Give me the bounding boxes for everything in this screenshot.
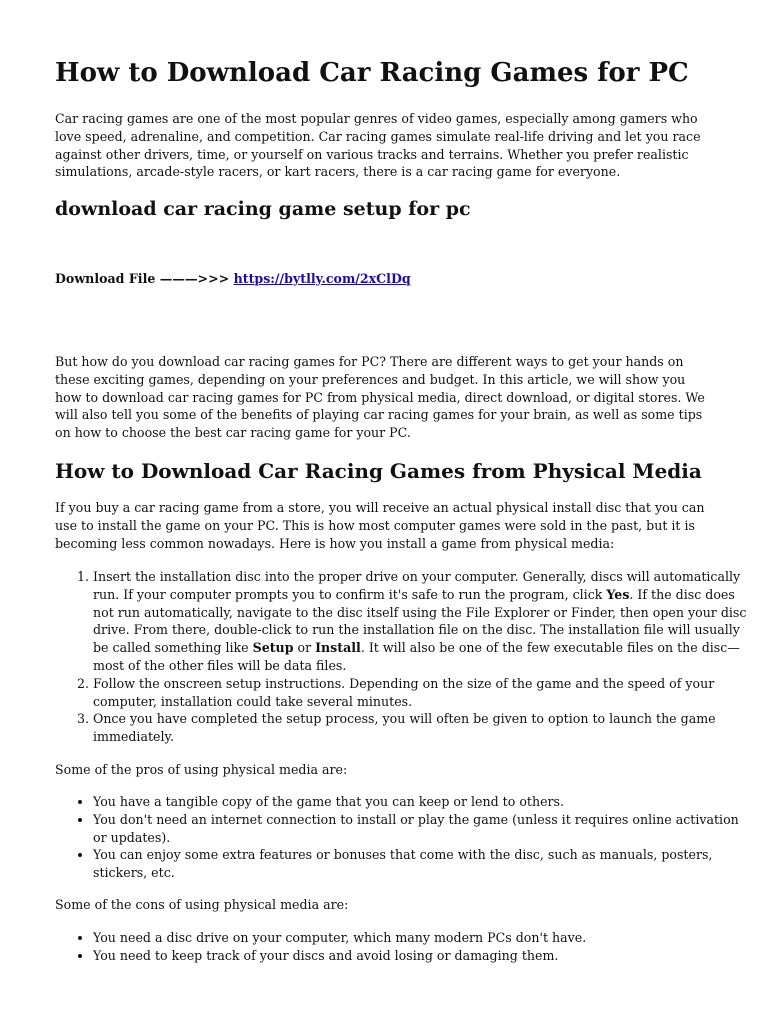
download-label: Download File ———>>> xyxy=(55,271,234,286)
overview-paragraph: But how do you download car racing games for PC? There are different ways to get your hands on these exciting games, depending on your preferences and budget. In this article, we will show you how to download car racing games for PC from physical media, direct download, or digital stores. We will also tell you some of the benefits of playing car racing games for your brain, as well as some tips on how to choose the best car racing game for your PC. xyxy=(55,354,705,441)
install-step-1 xyxy=(93,568,753,675)
step-1-install: Install xyxy=(315,640,361,656)
install-step-2: 2. Follow the onscreen setup instructions. Depending on the size of the game and the speed of your computer, installation could take several minutes. xyxy=(93,675,753,711)
install-steps-list xyxy=(55,568,753,746)
cons-list xyxy=(55,929,753,965)
page-title: How to Download Car Racing Games for PC xyxy=(55,58,689,88)
download-link[interactable]: https://bytlly.com/2xClDq xyxy=(233,271,411,286)
install-step-3: 3. Once you have completed the setup process, you will often be given to option to launch the game immediately. xyxy=(93,710,753,746)
pros-item: • You don't need an internet connection to install or play the game (unless it requires online activation or updates). xyxy=(93,811,753,847)
step-1-or: or xyxy=(293,640,316,656)
physical-media-heading: How to Download Car Racing Games from Physical Media xyxy=(55,459,702,483)
step-1-yes: Yes xyxy=(606,586,630,602)
pros-item: • You can enjoy some extra features or bonuses that come with the disc, such as manuals, posters, stickers, etc. xyxy=(93,846,753,882)
cons-intro: Some of the cons of using physical media are: xyxy=(55,897,349,912)
download-line xyxy=(55,270,411,288)
step-1-setup: Setup xyxy=(252,640,294,656)
physical-intro-paragraph: If you buy a car racing game from a store, you will receive an actual physical install disc that you can use to install the game on your PC. This is how most computer games were sold in the past, but it is becoming less common nowadays. Here is how you install a game from physical media: xyxy=(55,500,705,551)
cons-item: • You need a disc drive on your computer, which many modern PCs don't have. xyxy=(93,929,753,947)
setup-heading: download car racing game setup for pc xyxy=(55,198,471,220)
intro-paragraph: Car racing games are one of the most popular genres of video games, especially among gamers who love speed, adrenaline, and competition. Car racing games simulate real-life driving and let you race against other drivers, time, or yourself on various tracks and terrains. Whether you prefer realistic simulations, arcade-style racers, or kart racers, there is a car racing game for everyone. xyxy=(55,111,701,180)
pros-intro: Some of the pros of using physical media are: xyxy=(55,762,348,777)
pros-list xyxy=(55,793,753,882)
step-1-text-c: . It will also be one of the few executable files on the disc—most of the other files will be data files. xyxy=(93,640,740,673)
cons-item: • You need to keep track of your discs and avoid losing or damaging them. xyxy=(93,947,753,965)
step-1-text-b: . If the disc does not run automatically, navigate to the disc itself using the File Explorer or Finder, then open your disc drive. From there, double-click to run the installation file on the disc. The installation file will usually be called something like xyxy=(93,586,747,656)
pros-item: • You have a tangible copy of the game that you can keep or lend to others. xyxy=(93,793,753,811)
step-1-text-a: Insert the installation disc into the proper drive on your computer. Generally, discs will automatically run. If your computer prompts you to confirm it's safe to run the program, click xyxy=(93,569,741,602)
